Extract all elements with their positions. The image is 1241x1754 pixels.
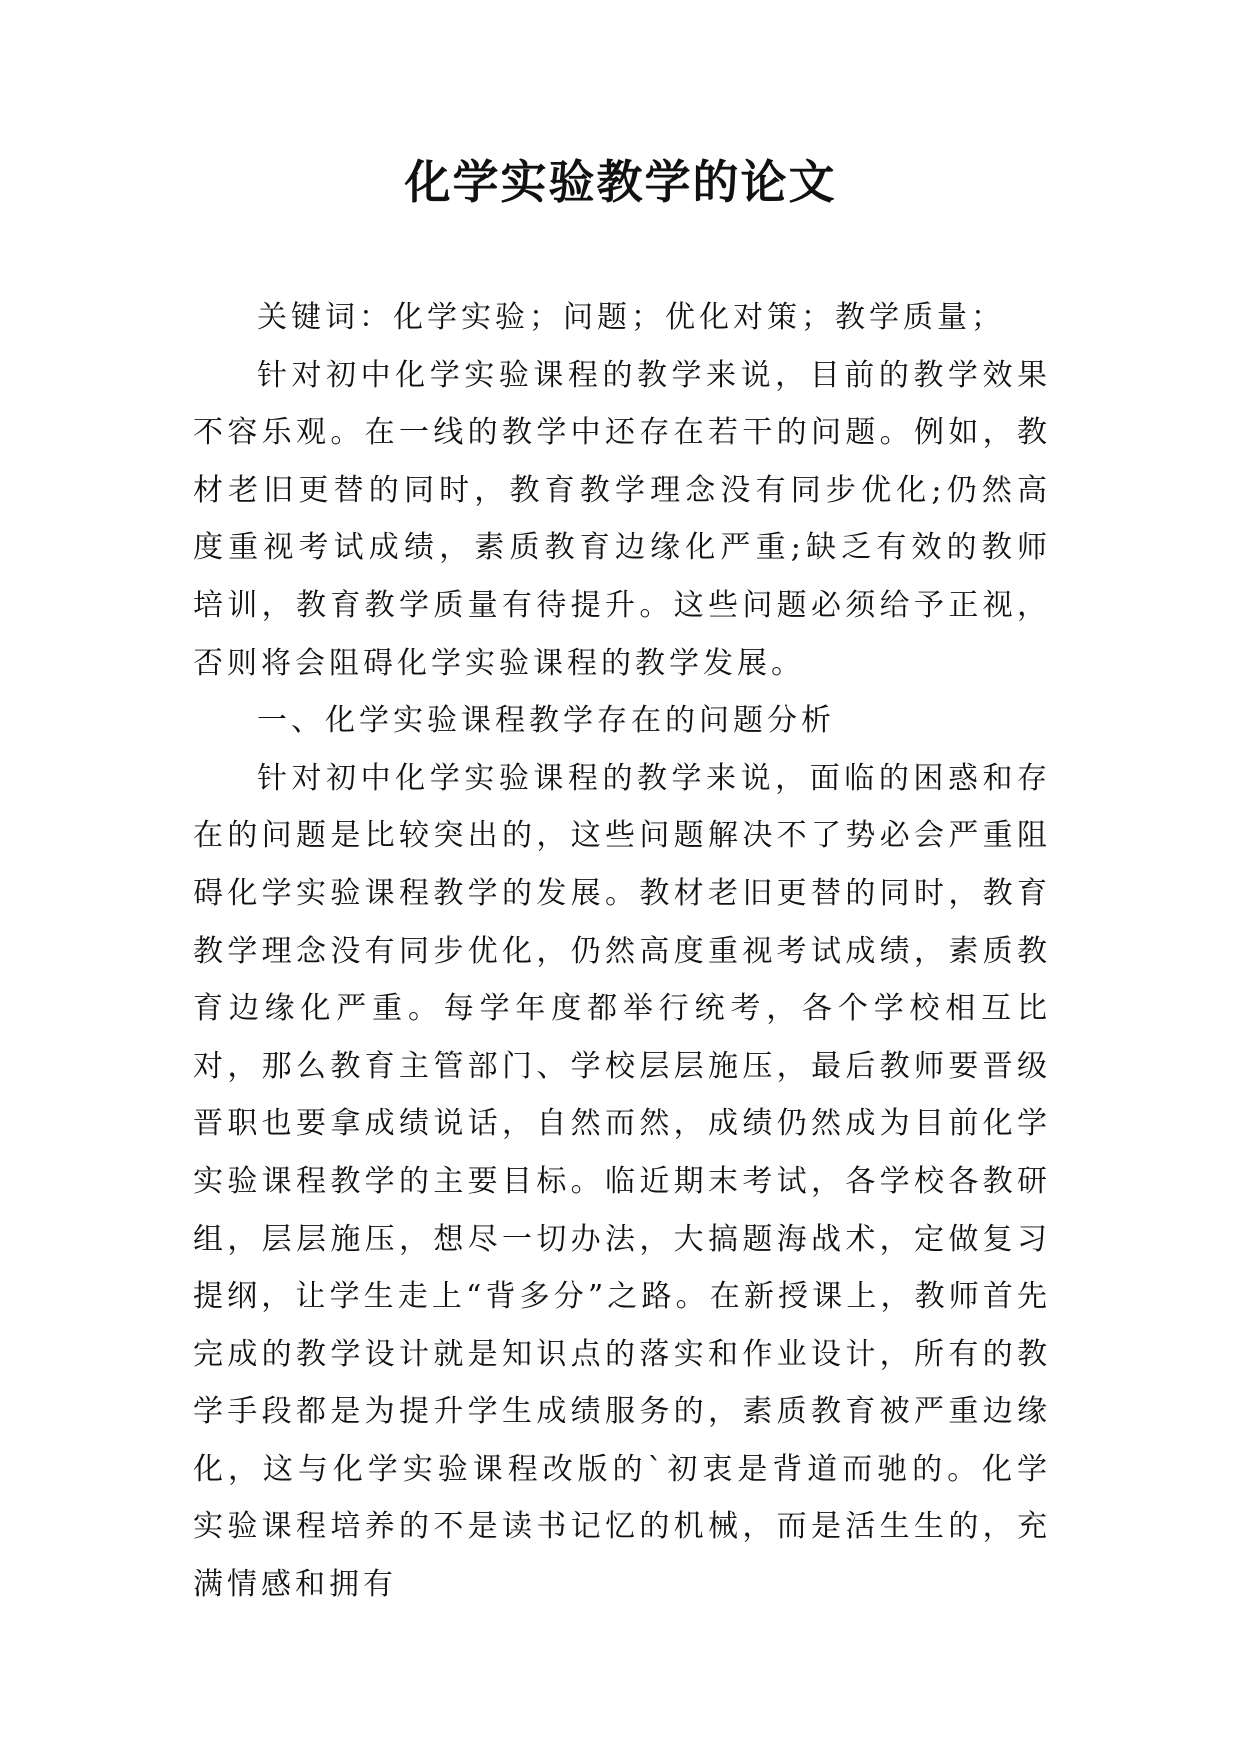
section-heading: 一、化学实验课程教学存在的问题分析 — [257, 703, 835, 739]
document-body — [193, 289, 1051, 1614]
analysis-paragraph: 针对初中化学实验课程的教学来说，面临的困惑和存在的问题是比较突出的，这些问题解决不了势必会严重阻碍化学实验课程教学的发展。教材老旧更替的同时，教育教学理念没有同步优化，仍然高度重视考试成绩，素质教育边缘化严重。每学年度都举行统考，各个学校相互比对，那么教育主管部门、学校层层施压，最后教师要晋级晋职也要拿成绩说话，自然而然，成绩仍然成为目前化学实验课程教学的主要目标。临近期末考试，各学校各教研组，层层施压，想尽一切办法，大搞题海战术，定做复习提纲，让学生走上“背多分”之路。在新授课上，教师首先完成的教学设计就是知识点的落实和作业设计，所有的教学手段都是为提升学生成绩服务的，素质教育被严重边缘化，这与化学实验课程改版的`初衷是背道而驰的。化学实验课程培养的不是读书记忆的机械，而是活生生的，充满情感和拥有 — [193, 760, 1051, 1603]
intro-paragraph: 针对初中化学实验课程的教学来说，目前的教学效果不容乐观。在一线的教学中还存在若干的问题。例如，教材老旧更替的同时，教育教学理念没有同步优化;仍然高度重视考试成绩，素质教育边缘化严重;缺乏有效的教师培训，教育教学质量有待提升。这些问题必须给予正视，否则将会阻碍化学实验课程的教学发展。 — [193, 357, 1051, 681]
document-title: 化学实验教学的论文 — [404, 155, 837, 209]
keywords-paragraph: 关键词：化学实验；问题；优化对策；教学质量； — [257, 300, 1005, 335]
